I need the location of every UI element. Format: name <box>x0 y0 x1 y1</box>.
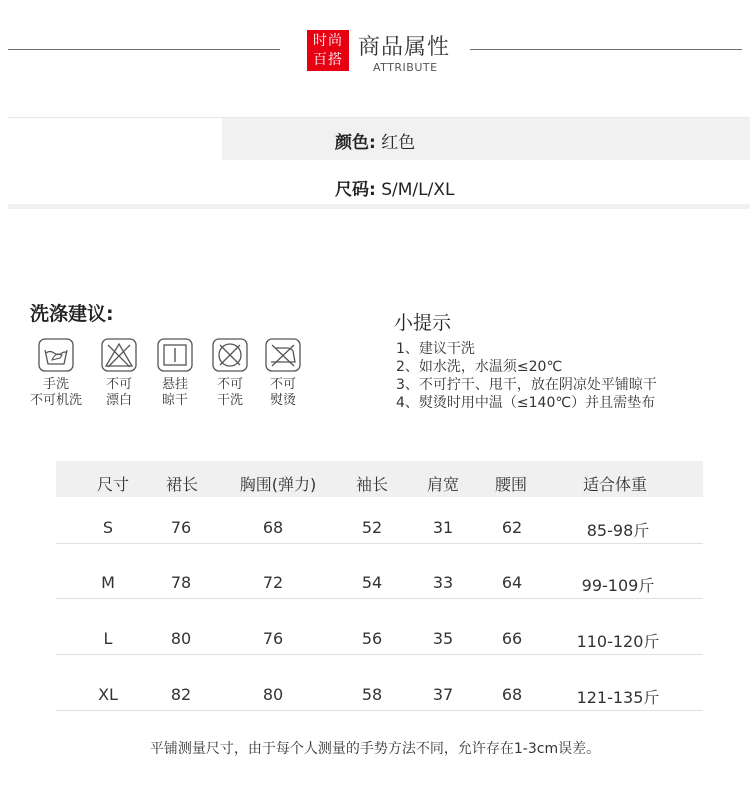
table-header-cell: 适合体重 <box>582 475 647 494</box>
table-cell: 58 <box>361 685 383 704</box>
header-right-rule <box>470 49 742 50</box>
size-value: S/M/L/XL <box>381 180 455 200</box>
wash-label-line2: 干洗 <box>216 393 243 408</box>
table-cell: 85-98斤 <box>586 521 650 540</box>
table-cell: 82 <box>170 685 192 704</box>
section-subtitle: ATTRIBUTE <box>373 61 438 74</box>
section-title: 商品属性 <box>358 35 451 60</box>
table-cell: 35 <box>432 629 454 648</box>
badge-line2: 百搭 <box>313 51 343 68</box>
no-iron-icon <box>265 338 301 372</box>
table-header-cell: 腰围 <box>494 475 527 494</box>
table-header-cell: 胸围(弹力) <box>239 475 317 494</box>
table-header-cell: 尺寸 <box>96 475 129 494</box>
measurement-note: 平铺测量尺寸，由于每个人测量的手势方法不同，允许存在1-3cm误差。 <box>149 741 601 757</box>
table-cell: XL <box>98 685 118 704</box>
table-cell: 37 <box>432 685 454 704</box>
badge <box>307 30 349 71</box>
tip-line: 1、建议干洗 <box>396 341 475 357</box>
table-cell: 68 <box>501 685 523 704</box>
table-cell: 52 <box>361 518 383 537</box>
wash-label-line1: 不可 <box>216 377 243 392</box>
header-left-rule <box>8 49 280 50</box>
tip-line: 2、如水洗，水温须≤20℃ <box>396 359 563 375</box>
tip-line: 4、熨烫时用中温（≤140℃）并且需垫布 <box>396 395 656 411</box>
color-value: 红色 <box>381 133 416 153</box>
table-cell: 33 <box>432 573 454 592</box>
color-label: 颜色: <box>335 133 376 153</box>
wash-label-line2: 熨烫 <box>269 393 296 408</box>
table-cell: 56 <box>361 629 383 648</box>
wash-label-line2: 晾干 <box>161 393 188 408</box>
wash-label-line2: 不可机洗 <box>29 393 82 408</box>
table-row-divider <box>56 598 703 599</box>
attr-row-bg-bottom <box>8 204 750 209</box>
table-cell: 31 <box>432 518 454 537</box>
size-attribute <box>335 175 454 200</box>
table-cell: 64 <box>501 573 523 592</box>
table-cell: 99-109斤 <box>581 576 655 595</box>
table-cell: M <box>101 573 115 592</box>
washing-title: 洗涤建议: <box>30 303 114 325</box>
wash-label-line1: 悬挂 <box>161 377 188 392</box>
table-cell: 76 <box>262 629 284 648</box>
color-attribute <box>335 128 415 153</box>
badge-line1: 时尚 <box>313 32 343 49</box>
table-header-cell: 肩宽 <box>426 475 459 494</box>
no-dry-clean-icon <box>212 338 248 372</box>
tips-title: 小提示 <box>394 312 452 334</box>
table-cell: 76 <box>170 518 192 537</box>
table-cell: 66 <box>501 629 523 648</box>
table-cell: S <box>102 518 114 537</box>
wash-label-line1: 不可 <box>105 377 132 392</box>
table-cell: 54 <box>361 573 383 592</box>
table-cell: L <box>103 629 113 648</box>
table-row-divider <box>56 543 703 544</box>
hand-wash-icon <box>38 338 74 372</box>
table-cell: 80 <box>262 685 284 704</box>
table-header-cell: 袖长 <box>355 475 388 494</box>
size-label: 尺码: <box>335 180 376 200</box>
table-cell: 78 <box>170 573 192 592</box>
wash-label-line2: 漂白 <box>105 393 132 408</box>
table-cell: 110-120斤 <box>576 632 660 651</box>
table-row-divider <box>56 654 703 655</box>
attr-row-bg-color <box>222 118 750 160</box>
no-bleach-icon <box>101 338 137 372</box>
table-cell: 68 <box>262 518 284 537</box>
tip-line: 3、不可拧干、甩干，放在阴凉处平铺晾干 <box>396 377 657 393</box>
table-cell: 121-135斤 <box>576 688 660 707</box>
table-cell: 72 <box>262 573 284 592</box>
table-header-cell: 裙长 <box>165 475 198 494</box>
table-cell: 80 <box>170 629 192 648</box>
table-row-divider <box>56 710 703 711</box>
wash-label-line1: 手洗 <box>42 377 69 392</box>
hang-dry-icon <box>157 338 193 372</box>
wash-label-no-iron <box>243 377 323 409</box>
table-cell: 62 <box>501 518 523 537</box>
wash-label-line1: 不可 <box>269 377 296 392</box>
